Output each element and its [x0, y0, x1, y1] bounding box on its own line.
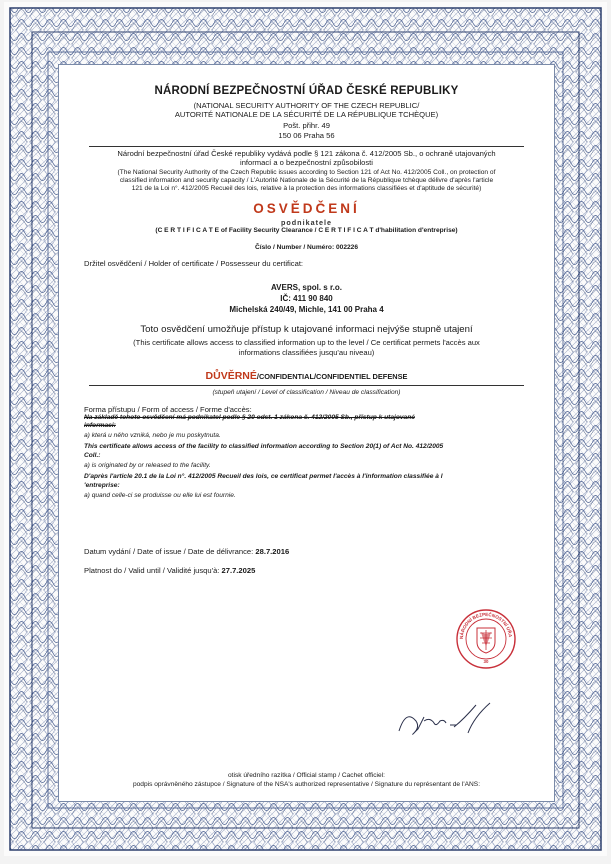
official-seal [455, 608, 517, 670]
certificate-type: (C E R T I F I C A T E of Facility Security Clearance / C E R T I F I C A T d'habilitation d'entreprise) [155, 227, 458, 234]
access-en-2: informations classifiées jusqu'au niveau) [238, 348, 375, 357]
form-en-2: Coll.: [84, 452, 101, 459]
holder-ic: IČ: 411 90 840 [280, 294, 333, 303]
intro-cz-1: Národní bezpečnostní úřad České republiky vydává podle § 121 zákona č. 412/2005 Sb., o ochraně utajovaných [117, 149, 496, 158]
form-en-a: a) is originated by or released to the facility. [84, 462, 211, 469]
form-fr-2: 'entreprise: [84, 482, 120, 489]
form-cz-a: a) která u něho vzniká, nebo je mu poskytnuta. [84, 432, 221, 439]
valid-until-label: Platnost do / Valid until / Validité jusqu'à: [84, 566, 220, 575]
certificate-subtitle: podnikatele [281, 218, 332, 227]
certificate-page [4, 2, 607, 856]
authority-title: NÁRODNÍ BEZPEČNOSTNÍ ÚŘAD ČESKÉ REPUBLIKY [154, 85, 459, 97]
signature-label: podpis oprávněného zástupce / Signature of the NSA's authorized representative / Signature du représentant de l'ANS: [132, 781, 481, 788]
stamp-label: otisk úředního razítka / Official stamp / Cachet officiel: [228, 772, 385, 779]
intro-en-2: classified information and security capacity / L'Autorité Nationale de la Sécurité de la République tchèque délivre d'après l'article [119, 177, 494, 184]
valid-until-value: 27.7.2025 [221, 566, 256, 575]
authority-fr: AUTORITÉ NATIONALE DE LA SÉCURITÉ DE LA RÉPUBLIQUE TCHÈQUE) [174, 110, 439, 119]
certificate-title: OSVĚDČENÍ [253, 201, 360, 216]
holder-name: AVERS, spol. s r.o. [271, 283, 342, 292]
level-rest: /CONFIDENTIAL/CONFIDENTIEL DEFENSE [256, 372, 408, 381]
form-cz-strike: Na základě tohoto osvědčení má podnikatel podle § 20 odst. 1 zákona č. 412/2005 Sb., přístup k utajované [84, 414, 415, 421]
form-fr-a: a) quand celle-ci se produisse ou elle lui est fournie. [84, 492, 236, 499]
access-cz: Toto osvědčení umožňuje přístup k utajované informaci nejvýše stupně utajení [140, 324, 473, 335]
po-box: Pošt. přihr. 49 [283, 121, 330, 130]
seal-number: 30 [483, 659, 489, 664]
level-divider [89, 385, 524, 386]
signature [394, 699, 514, 739]
number-label: Číslo / Number / Numéro: [255, 244, 335, 251]
certificate-number [59, 244, 554, 252]
form-cz-strike-2: informaci: [84, 422, 116, 429]
classification-level [59, 370, 554, 382]
divider [89, 146, 524, 147]
form-label: Forma přístupu / Form of access / Forme d'accès: [84, 405, 252, 414]
intro-cz-2: informací a o bezpečnostní způsobilosti [240, 158, 373, 167]
authority-en: (NATIONAL SECURITY AUTHORITY OF THE CZECH REPUBLIC/ [193, 101, 420, 110]
intro-en-1: (The National Security Authority of the Czech Republic issues according to Section 121 of Act No. 412/2005 Coll., on protection of [117, 169, 496, 176]
issue-date [84, 547, 554, 556]
certificate-body [58, 64, 555, 802]
level-cz: DŮVĚRNÉ [205, 370, 257, 382]
level-caption: (stupeň utajení / Level of classification / Niveau de classification) [212, 389, 401, 396]
postal-code: 150 06 Praha 56 [278, 131, 335, 140]
form-fr-1: D'après l'article 20.1 de la Loi n°. 412/2005 Recueil des lois, ce certificat permet l'accès à l'information classifiée à l [84, 473, 443, 480]
issue-date-value: 28.7.2016 [255, 547, 290, 556]
number-value: 002226 [335, 244, 358, 251]
form-en-1: This certificate allows access of the facility to classified information according to Section 20(1) of Act No. 412/2005 [84, 443, 444, 450]
issue-date-label: Datum vydání / Date of issue / Date de délivrance: [84, 547, 254, 556]
holder-label: Držitel osvědčení / Holder of certificate / Possesseur du certificat: [84, 259, 304, 268]
seal-text: NÁRODNÍ BEZPEČNOSTNÍ ÚŘA [458, 611, 513, 640]
access-en-1: (This certificate allows access to classified information up to the level / Ce certificat permets l'accès aux [133, 338, 480, 347]
intro-en-3: 121 de la Loi n°. 412/2005 Recueil des lois, relative à la protection des informations classifiées et d'aptitude de sécurité) [131, 185, 482, 192]
holder-address: Michelská 240/49, Michle, 141 00 Praha 4 [229, 305, 384, 314]
valid-until [84, 566, 554, 575]
